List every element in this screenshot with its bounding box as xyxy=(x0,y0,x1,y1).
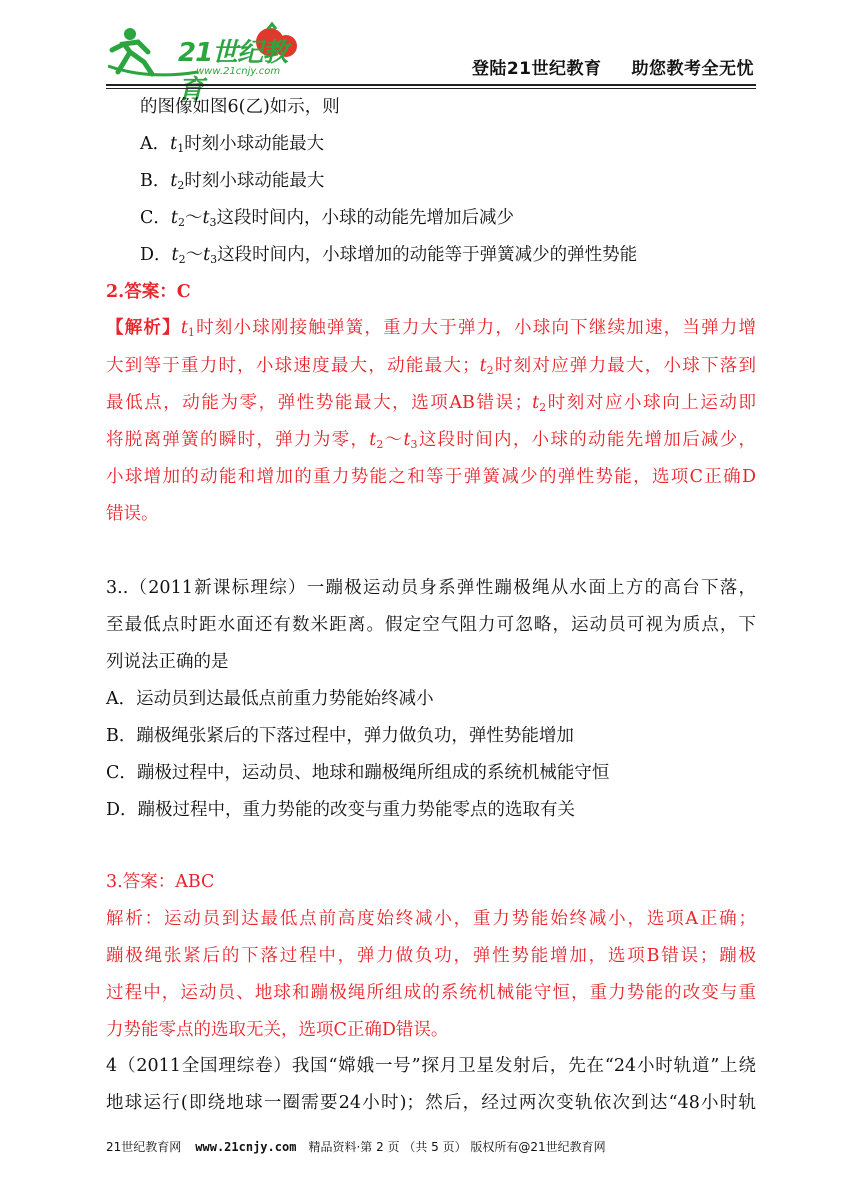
option-text: 这段时间内，小球的动能先增加后减少 xyxy=(216,208,514,228)
q2-analysis-line-1 xyxy=(106,316,756,345)
option-text: 这段时间内，小球增加的动能等于弹簧减少的弹性势能 xyxy=(217,245,638,265)
q2-analysis-line-2 xyxy=(106,354,756,383)
subscript: 1 xyxy=(187,326,195,339)
tilde: ～ xyxy=(185,245,204,265)
tilde: ～ xyxy=(184,208,203,228)
q4-stem-line-2: 地球运行(即绕地球一圈需要24小时)；然后，经过两次变轨依次到达“48小时轨 xyxy=(106,1093,756,1113)
q3-stem-line-2: 至最低点时距水面还有数米距离。假定空气阻力可忽略，运动员可视为质点，下 xyxy=(106,615,756,635)
subscript: 2 xyxy=(177,179,185,192)
q2-stem-tail: 的图像如图6(乙)如示，则 xyxy=(140,97,340,117)
analysis-text: 时刻对应弹力最大，小球下落到 xyxy=(493,356,756,376)
symbol-t: t xyxy=(170,208,178,228)
slogan-right: 助您教考全无忧 xyxy=(631,59,754,79)
subscript: 2 xyxy=(177,216,185,229)
q3-stem-line-1: 3..（2011新课标理综）一蹦极运动员身系弹性蹦极绳从水面上方的高台下落， xyxy=(106,578,756,598)
symbol-t: t xyxy=(203,245,211,265)
option-label: A． xyxy=(140,134,171,154)
analysis-text: 将脱离弹簧的瞬时，弹力为零， xyxy=(106,430,370,450)
analysis-text: 最低点，动能为零，弹性势能最大，选项AB错误； xyxy=(106,393,533,413)
q3-option-a: A．运动员到达最低点前重力势能始终减小 xyxy=(106,689,434,709)
header-divider xyxy=(106,84,756,86)
option-label: B． xyxy=(140,171,171,191)
analysis-text: 时刻对应小球向上运动即 xyxy=(546,393,756,413)
q3-analysis-line-4: 力势能零点的选取无关，选项C正确D错误。 xyxy=(106,1020,449,1040)
header-slogan xyxy=(472,54,754,79)
q3-analysis-line-2: 蹦极绳张紧后的下落过程中，弹力做负功，弹性势能增加，选项B错误；蹦极 xyxy=(106,946,756,966)
q2-analysis-line-5: 小球增加的动能和增加的重力势能之和等于弹簧减少的弹性势能，选项C正确D xyxy=(106,467,756,487)
tilde: ～ xyxy=(383,430,404,450)
footer-page-info: 精品资料·第 2 页 （共 5 页） 版权所有@21世纪教育网 xyxy=(308,1140,606,1154)
subscript: 1 xyxy=(177,142,185,155)
q2-analysis-line-4 xyxy=(106,428,756,457)
symbol-t: t xyxy=(180,318,188,338)
page-header xyxy=(0,0,860,105)
q2-option-d xyxy=(140,243,790,272)
analysis-text: 大到等于重力时，小球速度最大，动能最大； xyxy=(106,356,480,376)
header-divider-thin xyxy=(106,88,756,89)
option-label: C． xyxy=(140,208,171,228)
q3-stem-line-3: 列说法正确的是 xyxy=(106,652,229,672)
logo-text: 21世纪教育 xyxy=(178,38,288,105)
q3-analysis-line-1: 解析：运动员到达最低点前高度始终减小，重力势能始终减小，选项A正确； xyxy=(106,909,756,929)
slogan-left: 登陆21世纪教育 xyxy=(471,59,602,79)
analysis-text: 这段时间内，小球的动能先增加后减少， xyxy=(417,430,757,450)
logo-url: www.21cnjy.com xyxy=(196,66,281,77)
footer-site-link[interactable]: www.21cnjy.com xyxy=(195,1140,297,1154)
subscript: 2 xyxy=(376,438,384,451)
symbol-t: t xyxy=(479,356,487,376)
subscript: 3 xyxy=(410,438,418,451)
logo xyxy=(108,22,308,105)
option-text: 时刻小球动能最大 xyxy=(184,171,325,191)
symbol-t: t xyxy=(170,171,178,191)
q2-option-c xyxy=(140,206,790,235)
q3-answer: 3.答案：ABC xyxy=(106,872,215,892)
symbol-t: t xyxy=(171,245,179,265)
q2-analysis-line-6: 错误。 xyxy=(106,504,159,524)
q2-analysis-line-3 xyxy=(106,391,756,420)
q2-option-b xyxy=(140,169,790,198)
q3-option-b: B．蹦极绳张紧后的下落过程中，弹力做负功，弹性势能增加 xyxy=(106,726,574,746)
option-label: D． xyxy=(140,245,172,265)
symbol-t: t xyxy=(532,393,540,413)
q3-analysis-line-3: 过程中，运动员、地球和蹦极绳所组成的系统机械能守恒，重力势能的改变与重 xyxy=(106,983,756,1003)
q3-option-d: D．蹦极过程中，重力势能的改变与重力势能零点的选取有关 xyxy=(106,800,576,820)
subscript: 3 xyxy=(209,216,217,229)
analysis-label: 【解析】 xyxy=(106,318,181,338)
symbol-t: t xyxy=(403,430,411,450)
q4-stem-line-1: 4（2011全国理综卷）我国“嫦娥一号”探月卫星发射后，先在“24小时轨道”上绕 xyxy=(106,1056,756,1076)
q2-option-a xyxy=(140,132,790,161)
symbol-t: t xyxy=(170,134,178,154)
q2-answer: 2.答案：C xyxy=(106,282,191,302)
subscript: 2 xyxy=(178,253,186,266)
symbol-t: t xyxy=(202,208,210,228)
subscript: 2 xyxy=(486,364,494,377)
subscript: 3 xyxy=(210,253,218,266)
symbol-t: t xyxy=(369,430,377,450)
subscript: 2 xyxy=(539,401,547,414)
analysis-text: 时刻小球刚接触弹簧，重力大于弹力，小球向下继续加速，当弹力增 xyxy=(194,318,757,338)
footer-brand: 21世纪教育网 xyxy=(106,1140,182,1154)
q3-option-c: C．蹦极过程中，运动员、地球和蹦极绳所组成的系统机械能守恒 xyxy=(106,763,610,783)
option-text: 时刻小球动能最大 xyxy=(184,134,325,154)
page-footer xyxy=(106,1138,606,1155)
